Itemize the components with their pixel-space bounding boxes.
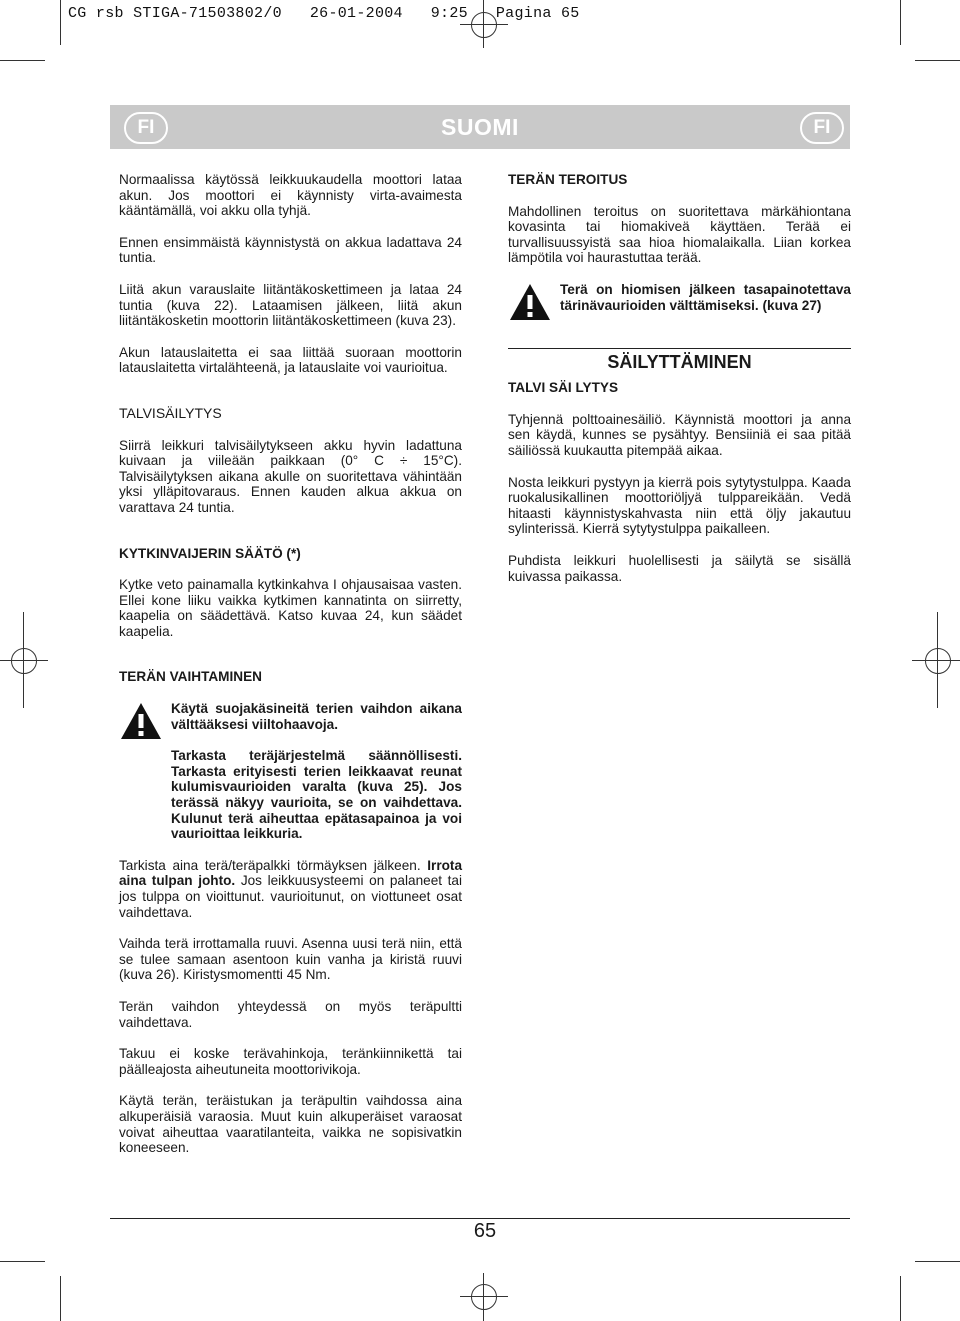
paragraph: Liitä akun varauslaite liitäntäkoskettimeen ja lataa 24 tuntia (kuva 22). Lataamisen jälkeen, liitä akun liitäntäkosketin moottorin liitäntäkoskettimeen (kuva 23). xyxy=(119,281,462,329)
registration-mark xyxy=(460,24,508,25)
registration-mark xyxy=(483,1273,484,1321)
warning-icon xyxy=(508,282,560,326)
section-banner xyxy=(110,105,850,149)
crop-mark xyxy=(900,1276,901,1321)
crop-mark xyxy=(915,60,960,61)
language-badge-right: FI xyxy=(800,112,844,144)
page-number: 65 xyxy=(473,1220,497,1242)
paragraph: Kytke veto painamalla kytkinkahva I ohjausaisaa vasten. Ellei kone liiku vaikka kytkimen kannatinta on siirretty, kaapelia on säädettävä. Katso kuvaa 24, kun säädet kaapelia. xyxy=(119,577,462,639)
language-badge-left: FI xyxy=(124,112,168,144)
registration-mark xyxy=(460,1296,508,1297)
section-divider xyxy=(508,348,851,349)
registration-mark xyxy=(471,1284,497,1310)
registration-mark xyxy=(912,660,960,661)
footer-rule xyxy=(110,1218,850,1219)
warning-block xyxy=(508,282,851,326)
section-heading: TERÄN TEROITUS xyxy=(508,172,628,187)
text-run: Tarkista aina terä/teräpalkki törmäyksen jälkeen. xyxy=(119,857,421,873)
paragraph: Käytä terän, teräistukan ja teräpultin vaihdossa aina alkuperäisiä varaosia. Muut kuin alkuperäiset varaosat voivat aiheuttaa vaaratilanteita, vaikka ne sopisivatkin koneeseen. xyxy=(119,1093,462,1156)
text-run-bold: Irrota aina tulpan johto. xyxy=(119,857,463,889)
warning-block xyxy=(119,701,462,842)
paragraph: Ennen ensimmäistä käynnistystä on akkua ladattava 24 tuntia. xyxy=(119,234,462,266)
paragraph: Tyhjennä polttoainesäiliö. Käynnistä moottori ja anna sen käydä, kunnes se pysähtyy. Bensiiniä ei saa pitää säiliössä kuukautta pitempää aikaa. xyxy=(508,411,851,458)
paragraph: Mahdollinen teroitus on suoritettava märkähiontana kovasinta tai hiomakiveä käyttäen. Terää ei turvallisuussyistä saa hioa hiomalaikalla. Liian korkea lämpötila voi haurastuttaa terää. xyxy=(508,203,851,266)
section-heading: TALVI SÄI LYTYS xyxy=(508,380,619,396)
registration-mark xyxy=(925,648,951,674)
registration-mark xyxy=(11,648,37,674)
crop-mark xyxy=(60,1276,61,1321)
right-column xyxy=(508,172,851,600)
paragraph: Nosta leikkuri pystyyn ja kierrä pois sytytystulppa. Kaada ruokalusikallinen moottoriöljyä tulppareikään. Vedä hitaasti käynnistyskahvasta niin että öljy jakautuu sylinterissä. Kierrä sytytystulppa paikalleen. xyxy=(508,474,851,537)
banner-title: SUOMI xyxy=(441,114,519,140)
section-heading: TERÄN VAIHTAMINEN xyxy=(119,669,262,685)
paragraph: Puhdista leikkuri huolellisesti ja säilytä se sisällä kuivassa paikassa. xyxy=(508,552,851,584)
crop-mark xyxy=(900,0,901,45)
paragraph: Vaihda terä irrottamalla ruuvi. Asenna uusi terä niin, että se tulee samaan asentoon kuin vanha ja kiristä ruuvi (kuva 26). Kiristysmomentti 45 Nm. xyxy=(119,936,462,983)
crop-mark xyxy=(60,0,61,45)
print-slug: CG rsb STIGA-71503802/0 26-01-2004 9:25 Pagina 65 xyxy=(68,5,580,22)
paragraph: Terän vaihdon yhteydessä on myös teräpultti vaihdettava. xyxy=(119,998,462,1030)
warning-text: Käytä suojakäsineitä terien vaihdon aikana välttääksesi viiltohaavoja. xyxy=(171,701,462,732)
paragraph: Normaalissa käytössä leikkuukaudella moottori lataa akun. Jos moottori ei käynnisty virta-avaimesta kääntämällä, voi akku olla tyhjä. xyxy=(119,172,462,219)
paragraph xyxy=(119,858,462,920)
warning-text: Terä on hiomisen jälkeen tasapainotettava tärinävaurioiden välttämiseksi. (kuva 27) xyxy=(560,281,851,313)
registration-mark xyxy=(0,660,48,661)
section-heading: KYTKINVAIJERIN SÄÄTÖ (*) xyxy=(119,545,301,561)
paragraph: Akun latauslaitetta ei saa liittää suoraan moottorin latauslaitetta virtalähteenä, ja latauslaite voi vaurioitua. xyxy=(119,344,462,376)
section-heading: TALVISÄILYTYS xyxy=(119,404,222,421)
crop-mark xyxy=(915,1261,960,1262)
crop-mark xyxy=(0,1261,45,1262)
left-column xyxy=(119,172,462,1172)
section-title: SÄILYTTÄMINEN xyxy=(607,351,752,372)
warning-icon xyxy=(119,701,171,842)
paragraph: Takuu ei koske terävahinkoja, teränkiinnikettä tai päälleajosta aiheutuneita moottorivikoja. xyxy=(119,1046,462,1077)
crop-mark xyxy=(0,60,45,61)
warning-text: Tarkasta teräjärjestelmä säännöllisesti. Tarkasta erityisesti terien leikkaavat reunat kulumisvaurioiden varalta (kuva 25). Jos terässä näkyy vaurioita, se on vaihdettava. Kulunut terä aiheuttaa epätasapainoa ja voi vaurioittaa leikkuria. xyxy=(171,748,462,842)
paragraph: Siirrä leikkuri talvisäilytykseen akku hyvin ladattuna kuivaan ja viileään paikkaan (0° C ÷ 15°C). Talvisäilytyksen aikana akulle on suoritettava vähintään yksi ylläpitovaraus. Ennen kauden alkua akkua on varattava 24 tuntia. xyxy=(119,437,462,515)
text-run: Jos leikkuusysteemi on palaneet tai jos tulppa on vioittunut. vaurioitunut, on viottuneet osat vaihdettava. xyxy=(119,873,462,920)
